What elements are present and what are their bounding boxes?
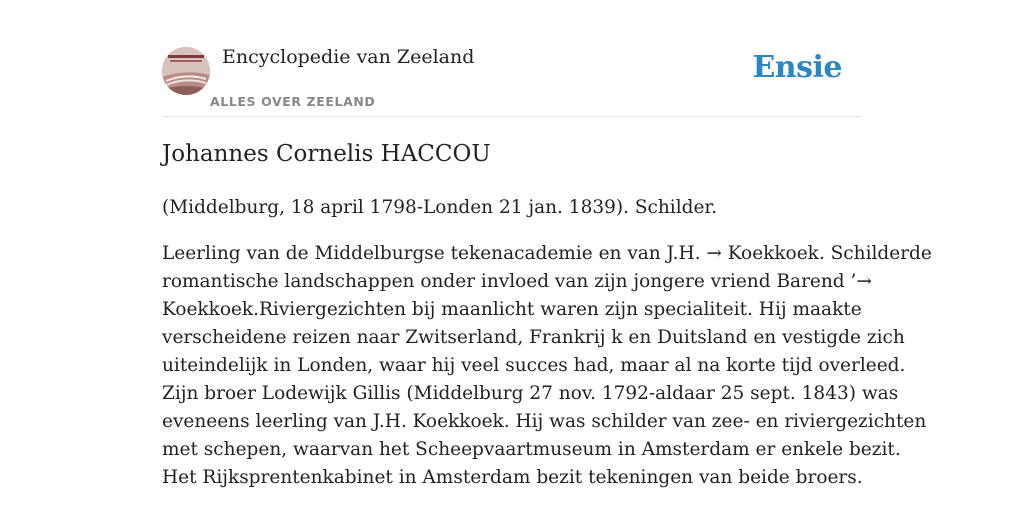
- body-line: eveneens leerling van J.H. Koekkoek. Hij was schilder van zee- en riviergezichten: [162, 411, 927, 432]
- body-line: uiteindelijk in Londen, waar hij veel succes had, maar al na korte tijd overleed.: [162, 355, 906, 376]
- article-lead: (Middelburg, 18 april 1798-Londen 21 jan. 1839). Schilder.: [162, 197, 718, 218]
- body-line: Koekkoek.Riviergezichten bij maanlicht waren zijn specialiteit. Hij maakte: [162, 299, 862, 320]
- article-body: [162, 240, 932, 492]
- book-logo-icon: [162, 47, 210, 95]
- site-title[interactable]: Encyclopedie van Zeeland: [222, 46, 475, 68]
- body-line: Leerling van de Middelburgse tekenacademie en van J.H. → Koekkoek. Schilderde: [162, 243, 932, 264]
- ensie-brand-link[interactable]: Ensie: [752, 50, 842, 85]
- site-header: [162, 0, 862, 117]
- site-logo[interactable]: [162, 47, 210, 95]
- page: [162, 0, 932, 512]
- body-line: Zijn broer Lodewijk Gillis (Middelburg 27 nov. 1792-aldaar 25 sept. 1843) was: [162, 383, 899, 404]
- body-line: Het Rijksprentenkabinet in Amsterdam bezit tekeningen van beide broers.: [162, 467, 863, 488]
- body-line: met schepen, waarvan het Scheepvaartmuseum in Amsterdam er enkele bezit.: [162, 439, 901, 460]
- site-tagline: ALLES OVER ZEELAND: [210, 94, 376, 109]
- article-title: Johannes Cornelis HACCOU: [162, 141, 491, 167]
- body-line: verscheidene reizen naar Zwitserland, Frankrij k en Duitsland en vestigde zich: [162, 327, 905, 348]
- body-line: romantische landschappen onder invloed van zijn jongere vriend Barend ’→: [162, 271, 872, 292]
